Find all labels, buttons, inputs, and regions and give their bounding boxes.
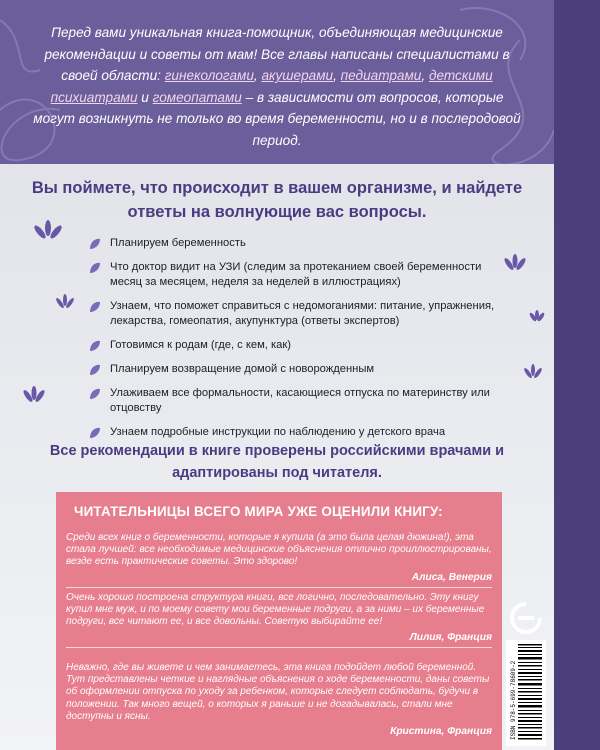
- isbn-label: ISBN 978-5-699-78609-2: [510, 660, 517, 740]
- book-spine-strip: [554, 0, 600, 750]
- review-author: Лилия, Франция: [409, 631, 492, 643]
- leaf-bullet-icon: [88, 237, 102, 251]
- review-author: Алиса, Венерия: [411, 571, 492, 583]
- review-text: Неважно, где вы живете и чем занимаетесь, эта книга подойдет любой беременной. Тут представлены четкие и наглядные объяснения о ходе беременности, даны советы об оформлении отпуска по уходу за ребенком, которые следует соблюдать, будучи в положении. Так много вещей, о которых я раньше и не догадывалась, стали мне доступны и ясны.: [66, 662, 490, 722]
- flower-icon: [526, 306, 548, 326]
- intro-paragraph: Перед вами уникальная книга-помощник, объединяющая медицинские рекомендации и советы от мам! Все главы написаны специалистами в своей области: гинекологами, акушерами, педиатрами, детскими психиатрами и гомеопатами – в зависимости от вопросов, которые могут возникнуть не только во время беременности, но и в послеродовой период.: [33, 25, 521, 148]
- specialist-pediatricians: педиатрами: [340, 68, 422, 83]
- flower-icon: [52, 290, 78, 314]
- review-item: [66, 592, 492, 648]
- leaf-bullet-icon: [88, 363, 102, 377]
- leaf-bullet-icon: [88, 261, 102, 275]
- list-item: Готовимся к родам (где, с кем, как): [88, 338, 508, 353]
- closing-statement: Все рекомендации в книге проверены российскими врачами и адаптированы под читателя.: [49, 443, 505, 481]
- specialist-homeopaths: гомеопатами: [152, 89, 242, 105]
- list-item: Узнаем подробные инструкции по наблюдению у детского врача: [88, 425, 508, 440]
- leaf-bullet-icon: [88, 339, 102, 353]
- specialist-gynecologists: гинекологами: [164, 68, 254, 83]
- publisher-logo-icon: [508, 600, 544, 636]
- intro-panel: [0, 0, 554, 164]
- list-item: Улаживаем все формальности, касающиеся отпуска по материнству или отцовству: [88, 386, 508, 416]
- leaf-bullet-icon: [88, 300, 102, 314]
- review-divider: [66, 587, 492, 588]
- barcode: [506, 640, 546, 746]
- list-item: Узнаем, что поможет справиться с недомоганиями: питание, упражнения, лекарства, гомеопатия, акупунктура (ответы экспертов): [88, 299, 508, 329]
- list-item: Что доктор видит на УЗИ (следим за протеканием своей беременности месяц за месяцем, неделя за неделей в иллюстрациях): [88, 260, 508, 290]
- feature-list: [88, 236, 508, 449]
- specialist-child-psychiatrists: детскими психиатрами: [50, 68, 493, 105]
- review-text: Среди всех книг о беременности, которые я купила (а это была целая дюжина!), эта стала лучшей: все необходимые медицинские объяснения отлично проиллюстрированы, везде есть практические советы. Это здорово!: [66, 532, 492, 568]
- review-text: Очень хорошо построена структура книги, все логично, последовательно. Эту книгу купил мне муж, и по моему совету мои беременные подруги, а за ними – их беременные подруги, все читают ее, и все довольны. Советую выбирайте ее!: [66, 592, 485, 628]
- flower-icon: [520, 360, 546, 384]
- reviews-title: ЧИТАТЕЛЬНИЦЫ ВСЕГО МИРА УЖЕ ОЦЕНИЛИ КНИГУ:: [74, 504, 443, 519]
- flower-icon: [18, 380, 50, 410]
- list-item: Планируем возвращение домой с новорожденным: [88, 362, 508, 377]
- headline: Вы поймете, что происходит в вашем организме, и найдете ответы на волнующие вас вопросы.: [31, 179, 523, 221]
- specialist-obstetricians: акушерами: [261, 68, 334, 83]
- review-item: [66, 662, 492, 737]
- leaf-bullet-icon: [88, 387, 102, 401]
- review-item: [66, 532, 492, 588]
- review-author: Кристина, Франция: [390, 726, 492, 738]
- review-divider: [66, 647, 492, 648]
- reviews-panel: [56, 492, 502, 750]
- leaf-bullet-icon: [88, 426, 102, 440]
- list-item: Планируем беременность: [88, 236, 508, 251]
